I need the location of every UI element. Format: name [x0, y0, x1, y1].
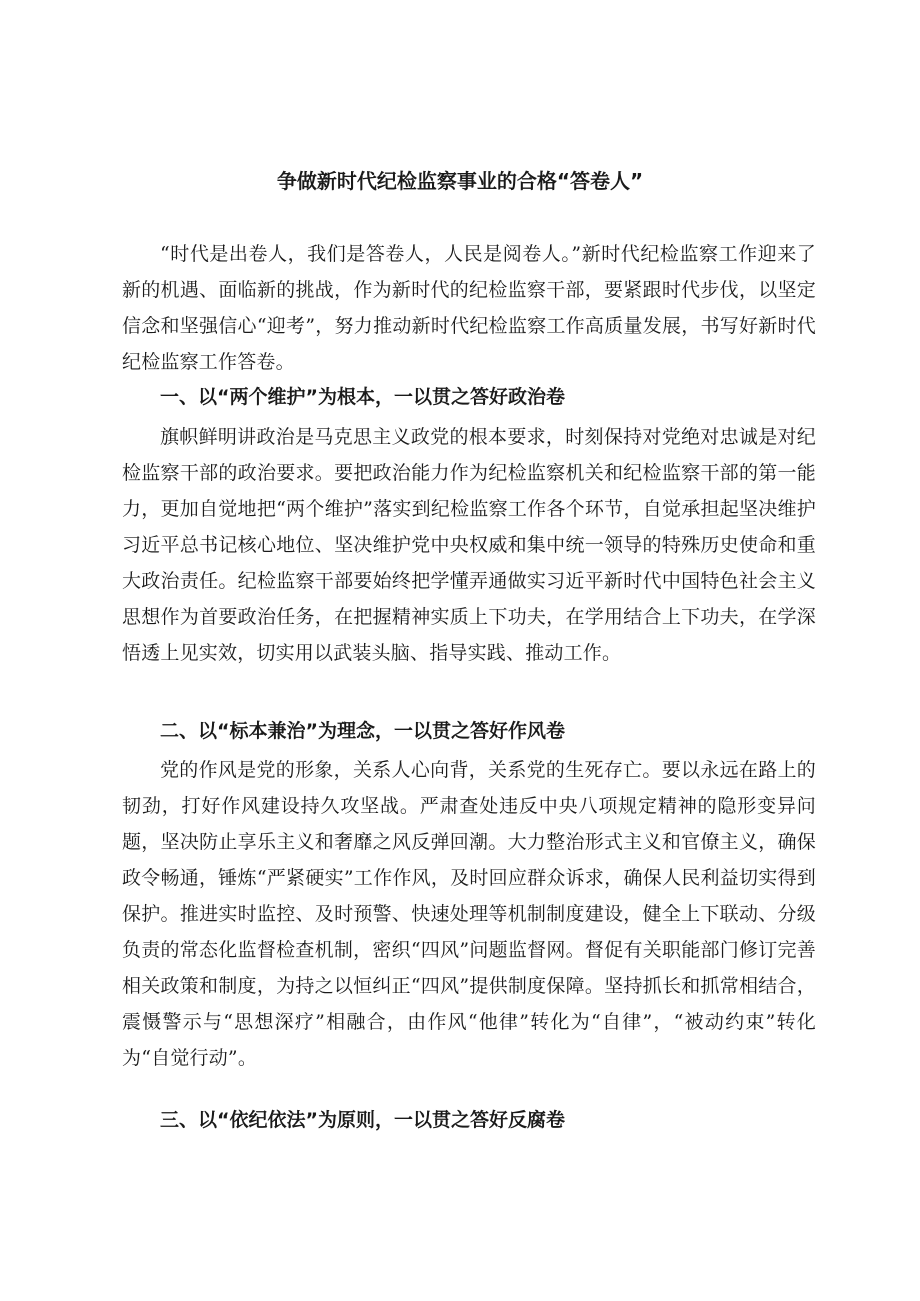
- section-2-paragraph: 党的作风是党的形象，关系人心向背，关系党的生死存亡。要以永远在路上的韧劲，打好作风建设持久攻坚战。严肃查处违反中央八项规定精神的隐形变异问题，坚决防止享乐主义和奢靡之风反弹回潮。大力整治形式主义和官僚主义，确保政令畅通，锤炼“严紧硬实”工作作风，及时回应群众诉求，确保人民利益切实得到保护。推进实时监控、及时预警、快速处理等机制制度建设，健全上下联动、分级负责的常态化监督检查机制，密织“四风”问题监督网。督促有关职能部门修订完善相关政策和制度，为持之以恒纠正“四风”提供制度保障。坚持抓长和抓常相结合，震慑警示与“思想深疗”相融合，由作风“他律”转化为“自律”，“被动约束”转化为“自觉行动”。: [122, 759, 816, 1069]
- section-1-heading: 一、以“两个维护”为根本，一以贯之答好政治卷: [160, 386, 565, 408]
- intro-paragraph: “时代是出卷人，我们是答卷人，人民是阅卷人。”新时代纪检监察工作迎来了新的机遇、面临新的挑战，作为新时代的纪检监察干部，要紧跟时代步伐，以坚定信念和坚强信心“迎考”，努力推动新时代纪检监察工作高质量发展，书写好新时代纪检监察工作答卷。: [122, 243, 816, 373]
- document-title: 争做新时代纪检监察事业的合格“答卷人”: [276, 169, 644, 193]
- section-1-paragraph: 旗帜鲜明讲政治是马克思主义政党的根本要求，时刻保持对党绝对忠诚是对纪检监察干部的政治要求。要把政治能力作为纪检监察机关和纪检监察干部的第一能力，更加自觉地把“两个维护”落实到纪检监察工作各个环节，自觉承担起坚决维护习近平总书记核心地位、坚决维护党中央权威和集中统一领导的特殊历史使命和重大政治责任。纪检监察干部要始终把学懂弄通做实习近平新时代中国特色社会主义思想作为首要政治任务，在把握精神实质上下功夫，在学用结合上下功夫，在学深悟透上见实效，切实用以武装头脑、指导实践、推动工作。: [122, 426, 816, 664]
- section-3-heading: 三、以“依纪依法”为原则，一以贯之答好反腐卷: [160, 1109, 565, 1131]
- section-2-heading: 二、以“标本兼治”为理念，一以贯之答好作风卷: [160, 720, 565, 742]
